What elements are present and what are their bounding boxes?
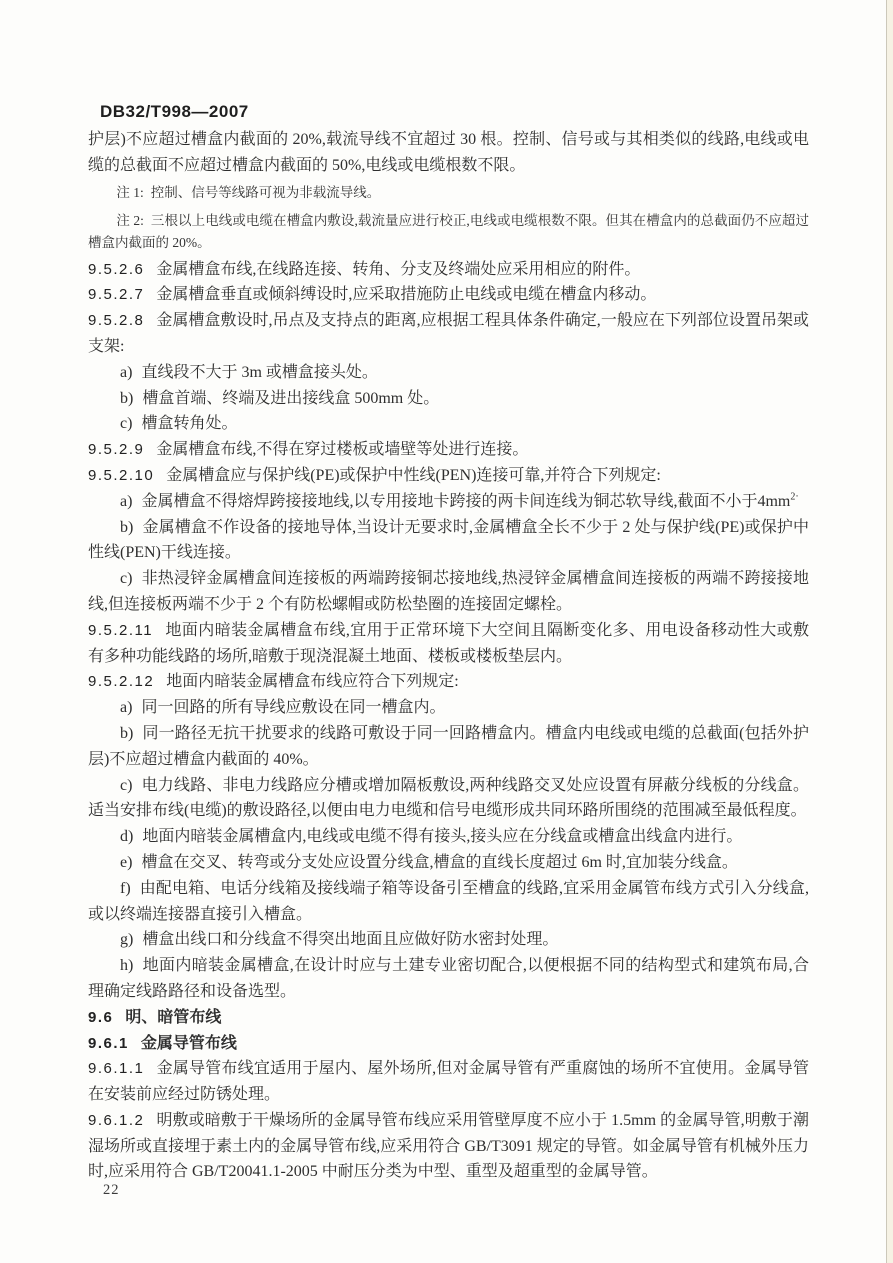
clause-number: 9.6.1.1 — [88, 1060, 145, 1078]
item-label: e) — [120, 853, 133, 871]
item-text: 槽盒转角处。 — [141, 415, 238, 433]
item-label: b) — [120, 518, 134, 536]
item-label: c) — [120, 415, 133, 433]
item-label: f) — [120, 879, 131, 897]
note-label: 注 2: — [116, 212, 144, 228]
clause-text: 金属槽盒敷设时,吊点及支持点的距离,应根据工程具体条件确定,一般应在下列部位设置吊架或支架: — [88, 312, 809, 355]
list-item — [88, 360, 809, 386]
item-label: c) — [120, 776, 133, 794]
clause-paragraph — [88, 463, 809, 489]
list-item — [88, 515, 809, 567]
item-text: 金属槽盒不得熔焊跨接接地线,以专用接地卡跨接的两卡间连线为铜芯软导线,截面不小于4mm — [141, 492, 791, 510]
clause-number: 9.5.2.10 — [88, 466, 155, 484]
superscript: 2· — [790, 491, 799, 503]
clause-number: 9.6.1.2 — [88, 1111, 145, 1129]
clause-number: 9.5.2.9 — [88, 441, 145, 459]
item-text: 地面内暗装金属槽盒内,电线或电缆不得有接头,接头应在分线盒或槽盒出线盒内进行。 — [142, 828, 743, 846]
list-item — [88, 411, 809, 437]
clause-paragraph — [88, 308, 809, 360]
item-text: 同一路径无抗干扰要求的线路可敷设于同一回路槽盒内。槽盒内电线或电缆的总截面(包括外护层)不应超过槽盒内截面的 40%。 — [88, 724, 809, 768]
clause-paragraph — [88, 437, 809, 463]
item-label: a) — [120, 363, 133, 381]
note — [88, 179, 809, 207]
list-item — [88, 850, 809, 876]
clause-number: 9.5.2.11 — [88, 621, 154, 639]
item-text: 槽盒出线口和分线盒不得突出地面且应做好防水密封处理。 — [142, 931, 559, 949]
list-item — [88, 876, 809, 928]
clause-text: 地面内暗装金属槽盒布线,宜用于正常环境下大空间且隔断变化多、用电设备移动性大或敷有多种功能线路的场所,暗敷于现浇混凝土地面、楼板或楼板垫层内。 — [88, 621, 809, 665]
list-item — [88, 721, 809, 773]
item-text: 金属槽盒不作设备的接地导体,当设计无要求时,金属槽盒全长不少于 2 处与保护线(PE)或保护中性线(PEN)干线连接。 — [88, 518, 809, 562]
clause-paragraph — [88, 282, 809, 308]
clause-number: 9.5.2.12 — [88, 673, 155, 691]
list-item — [88, 386, 809, 412]
item-text: 电力线路、非电力线路应分槽或增加隔板敷设,两种线路交叉处应设置有屏蔽分线板的分线盒。适当安排布线(电缆)的敷设路径,以便由电力电缆和信号电缆形成共同环路所围绕的范围减至最低程度。 — [88, 776, 809, 820]
note-text: 控制、信号等线路可视为非载流导线。 — [150, 184, 381, 200]
item-label: b) — [120, 724, 134, 742]
clause-text: 地面内暗装金属槽盒布线应符合下列规定: — [166, 673, 459, 691]
standard-code: DB32/T998—2007 — [100, 102, 249, 121]
section-title: 金属导管布线 — [140, 1034, 237, 1052]
item-text: 槽盒首端、终端及进出接线盒 500mm 处。 — [142, 389, 440, 407]
paragraph-text: 护层)不应超过槽盒内截面的 20%,载流导线不宜超过 30 根。控制、信号或与其相类似的线路,电线或电缆的总截面不应超过槽盒内截面的 50%,电线或电缆根数不限。 — [88, 131, 809, 174]
list-item — [88, 566, 809, 618]
page-number: 22 — [103, 1182, 120, 1198]
clause-text: 金属导管布线宜适用于屋内、屋外场所,但对金属导管有严重腐蚀的场所不宜使用。金属导管在安装前应经过防锈处理。 — [88, 1060, 809, 1104]
clause-text: 金属槽盒布线,在线路连接、转角、分支及终端处应采用相应的附件。 — [156, 260, 641, 278]
clause-paragraph — [88, 1108, 809, 1185]
clause-paragraph — [88, 1056, 809, 1108]
list-item — [88, 773, 809, 825]
list-item — [88, 695, 809, 721]
item-label: h) — [120, 957, 134, 975]
body-paragraph — [88, 127, 809, 179]
page-right-edge-strip — [887, 0, 893, 1263]
clause-text: 金属槽盒应与保护线(PE)或保护中性线(PEN)连接可靠,并符合下列规定: — [166, 466, 661, 484]
item-label: c) — [120, 570, 133, 588]
clause-number: 9.5.2.8 — [88, 312, 145, 330]
clause-number: 9.5.2.6 — [88, 260, 145, 278]
item-label: a) — [120, 699, 133, 717]
note — [88, 207, 809, 257]
section-title: 明、暗管布线 — [125, 1008, 222, 1026]
document-body — [88, 127, 809, 1185]
item-label: a) — [120, 492, 133, 510]
item-text: 直线段不大于 3m 或槽盒接头处。 — [141, 363, 378, 381]
item-text: 由配电箱、电话分线箱及接线端子箱等设备引至槽盒的线路,宜采用金属管布线方式引入分线盒,或以终端连接器直接引入槽盒。 — [88, 879, 809, 923]
item-label: b) — [120, 389, 134, 407]
clause-paragraph — [88, 669, 809, 695]
item-text: 同一回路的所有导线应敷设在同一槽盒内。 — [141, 699, 446, 717]
item-text: 槽盒在交叉、转弯或分支处应设置分线盒,槽盒的直线长度超过 6m 时,宜加装分线盒。 — [141, 853, 738, 871]
clause-text: 明敷或暗敷于干燥场所的金属导管布线应采用管壁厚度不应小于 1.5mm 的金属导管,明敷于潮湿场所或直接埋于素土内的金属导管布线,应采用符合 GB/T3091 规定的导管。如金属导管有机械外压力时,应采用符合 GB/T20041.1-2005 中耐压分类为中型、重型及超重型的金属导管。 — [88, 1111, 809, 1181]
clause-paragraph — [88, 257, 809, 283]
clause-paragraph — [88, 618, 809, 670]
clause-text: 金属槽盒布线,不得在穿过楼板或墙壁等处进行连接。 — [156, 441, 529, 459]
list-item — [88, 927, 809, 953]
list-item — [88, 953, 809, 1005]
list-item — [88, 824, 809, 850]
note-text: 三根以上电线或电缆在槽盒内敷设,载流量应进行校正,电线或电缆根数不限。但其在槽盒内的总截面仍不应超过槽盒内截面的 20%。 — [88, 212, 809, 250]
section-heading — [88, 1031, 809, 1057]
item-text: 地面内暗装金属槽盒,在设计时应与土建专业密切配合,以便根据不同的结构型式和建筑布局,合理确定线路路径和设备选型。 — [88, 957, 809, 1000]
item-text: 非热浸锌金属槽盒间连接板的两端跨接铜芯接地线,热浸锌金属槽盒间连接板的两端不跨接接地线,但连接板两端不少于 2 个有防松螺帽或防松垫圈的连接固定螺栓。 — [88, 570, 809, 613]
clause-number: 9.5.2.7 — [88, 286, 145, 304]
section-heading — [88, 1005, 809, 1031]
list-item — [88, 489, 809, 515]
item-label: g) — [120, 931, 134, 949]
note-label: 注 1: — [116, 184, 144, 200]
section-number: 9.6 — [88, 1008, 114, 1026]
clause-text: 金属槽盒垂直或倾斜缚设时,应采取措施防止电线或电缆在槽盒内移动。 — [156, 286, 657, 304]
item-label: d) — [120, 828, 134, 846]
section-number: 9.6.1 — [88, 1034, 129, 1052]
